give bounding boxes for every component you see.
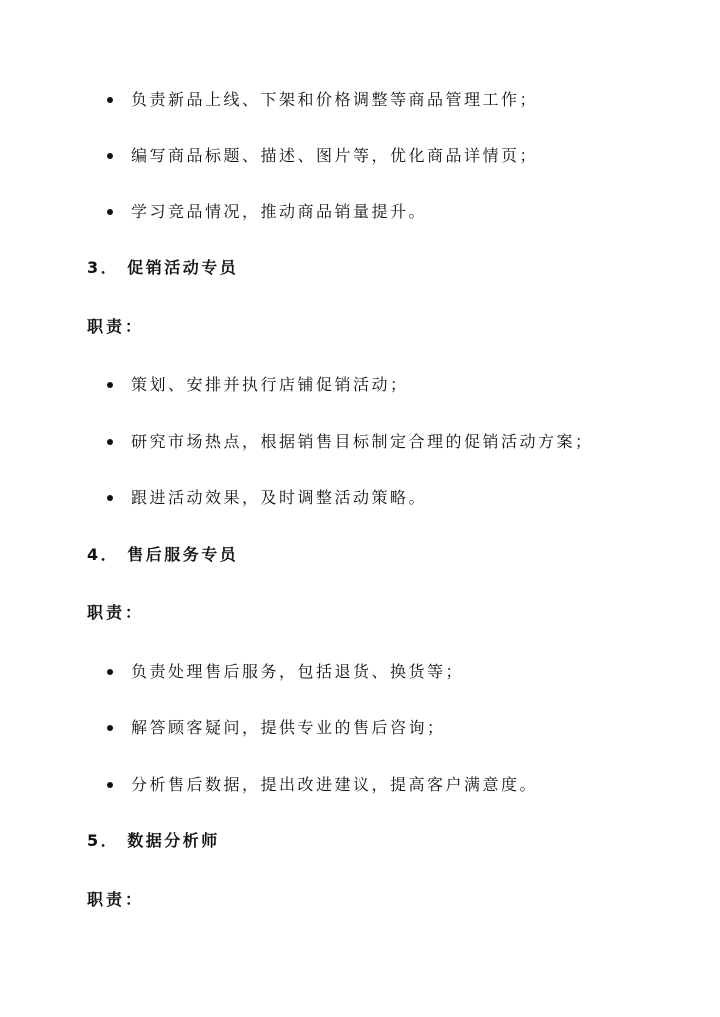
- duty-label-text: 职责：: [87, 317, 145, 336]
- section-heading-text: 4． 售后服务专员: [87, 545, 239, 564]
- list-item: [0, 200, 720, 224]
- list-item-text: 负责新品上线、下架和价格调整等商品管理工作；: [131, 90, 539, 109]
- bullet-icon: [107, 439, 113, 445]
- bullet-icon: [107, 669, 113, 675]
- duty-label-text: 职责：: [87, 890, 145, 909]
- section-heading-text: 3． 促销活动专员: [87, 258, 239, 277]
- section-heading: [0, 829, 720, 853]
- bullet-icon: [107, 97, 113, 103]
- list-item-text: 分析售后数据，提出改进建议，提高客户满意度。: [131, 775, 539, 794]
- list-item: [0, 486, 720, 510]
- section-heading: [0, 543, 720, 567]
- section-heading-text: 5． 数据分析师: [87, 831, 220, 850]
- list-item-text: 跟进活动效果，及时调整活动策略。: [131, 488, 428, 507]
- section-heading: [0, 256, 720, 280]
- bullet-icon: [107, 495, 113, 501]
- list-item: [0, 144, 720, 168]
- list-item: [0, 773, 720, 797]
- list-item: [0, 660, 720, 684]
- list-item-text: 学习竞品情况，推动商品销量提升。: [131, 202, 428, 221]
- list-item: [0, 430, 720, 454]
- duty-label-text: 职责：: [87, 603, 145, 622]
- list-item-text: 解答顾客疑问，提供专业的售后咨询；: [131, 718, 446, 737]
- list-item: [0, 373, 720, 397]
- duty-label: [0, 888, 720, 912]
- bullet-icon: [107, 382, 113, 388]
- duty-label: [0, 601, 720, 625]
- duty-label: [0, 315, 720, 339]
- list-item-text: 策划、安排并执行店铺促销活动；: [131, 375, 409, 394]
- bullet-icon: [107, 782, 113, 788]
- list-item-text: 负责处理售后服务，包括退货、换货等；: [131, 662, 465, 681]
- bullet-icon: [107, 725, 113, 731]
- bullet-icon: [107, 209, 113, 215]
- list-item: [0, 716, 720, 740]
- bullet-icon: [107, 153, 113, 159]
- list-item-text: 编写商品标题、描述、图片等，优化商品详情页；: [131, 146, 539, 165]
- list-item-text: 研究市场热点，根据销售目标制定合理的促销活动方案；: [131, 432, 594, 451]
- list-item: [0, 88, 720, 112]
